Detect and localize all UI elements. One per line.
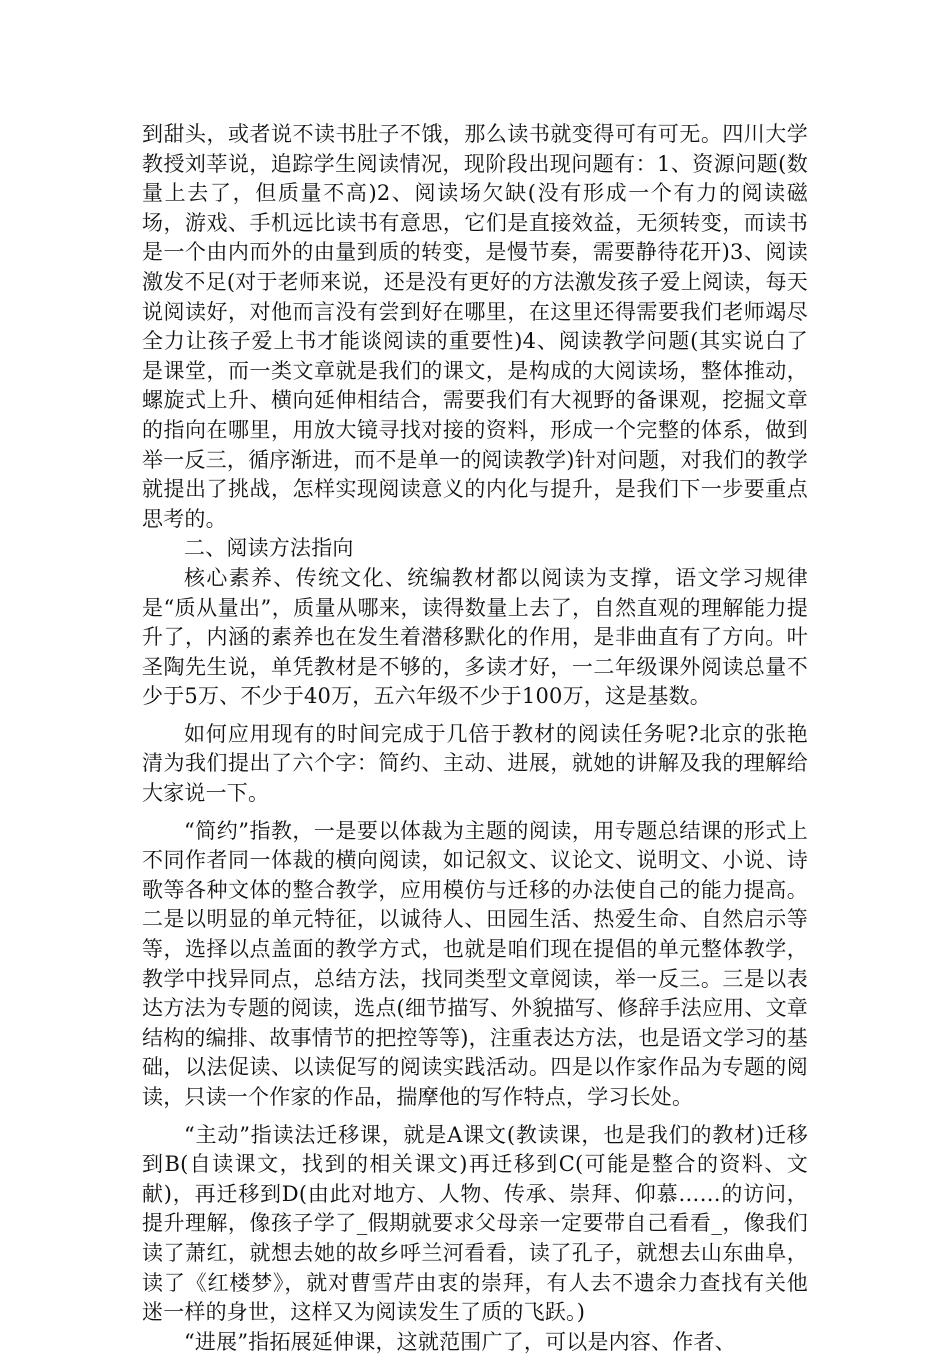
document-body bbox=[142, 120, 808, 1357]
paragraph-active-transfer: “主动”指读法迁移课，就是A课文(教读课，也是我们的教材)迁移到B(自读课文，找到的相关课文)再迁移到C(可能是整合的资料、文献)，再迁移到D(由此对地方、人物、传承、崇拜、仰慕……的访问，提升理解，像孩子学了_假期就要求父母亲一定要带自己看看_，像我们读了萧红，就想去她的故乡呼兰河看看，读了孔子，就想去山东曲阜，读了《红楼梦》，就对曹雪芹由衷的崇拜，有人去不遗余力查找有关他迷一样的身世，这样又为阅读发生了质的飞跃。) bbox=[142, 1122, 808, 1325]
paragraph-progress-extension: “进展”指拓展延伸课，这就范围广了，可以是内容、作者、 bbox=[184, 1329, 736, 1354]
paragraph-concise-teaching: “简约”指教，一是要以体裁为主题的阅读，用专题总结课的形式上不同作者同一体裁的横向阅读，如记叙文、议论文、说明文、小说、诗歌等各种文体的整合教学，应用模仿与迁移的办法使自己的能力提高。二是以明显的单元特征，以诚待人、田园生活、热爱生命、自然启示等等，选择以点盖面的教学方式，也就是咱们现在提倡的单元整体教学，教学中找异同点，总结方法，找同类型文章阅读，举一反三。三是以表达方法为专题的阅读，选点(细节描写、外貌描写、修辞手法应用、文章结构的编排、故事情节的把控等等)，注重表达方法，也是语文学习的基础，以法促读、以读促写的阅读实践活动。四是以作家作品为专题的阅读，只读一个作家的作品，揣摩他的写作特点，学习长处。 bbox=[142, 818, 808, 1109]
paragraph-reading-problems: 到甜头，或者说不读书肚子不饿，那么读书就变得可有可无。四川大学教授刘莘说，追踪学生阅读情况，现阶段出现问题有：1、资源问题(数量上去了，但质量不高)2、阅读场欠缺(没有形成一个有力的阅读磁场，游戏、手机远比读书有意思，它们是直接效益，无须转变，而读书是一个由内而外的由量到质的转变，是慢节奏，需要静待花开)3、阅读激发不足(对于老师来说，还是没有更好的方法激发孩子爱上阅读，每天说阅读好，对他而言没有尝到好在哪里，在这里还得需要我们老师竭尽全力让孩子爱上书才能谈阅读的重要性)4、阅读教学问题(其实说白了是课堂，而一类文章就是我们的课文，是构成的大阅读场，整体推动，螺旋式上升、横向延伸相结合，需要我们有大视野的备课观，挖掘文章的指向在哪里，用放大镜寻找对接的资料，形成一个完整的体系，做到举一反三，循序渐进，而不是单一的阅读教学)针对问题，对我们的教学就提出了挑战，怎样实现阅读意义的内化与提升，是我们下一步要重点思考的。 bbox=[142, 122, 808, 531]
section-heading-reading-methods: 二、阅读方法指向 bbox=[184, 536, 354, 561]
paragraph-core-literacy: 核心素养、传统文化、统编教材都以阅读为支撑，语文学习规律是“质从量出”，质量从哪来，读得数量上去了，自然直观的理解能力提升了，内涵的素养也在发生着潜移默化的作用，是非曲直有了方向。叶圣陶先生说，单凭教材是不够的，多读才好，一二年级课外阅读总量不少于5万、不少于40万，五六年级不少于100万，这是基数。 bbox=[142, 565, 808, 709]
paragraph-six-characters: 如何应用现有的时间完成于几倍于教材的阅读任务呢?北京的张艳清为我们提出了六个字：简约、主动、进展，就她的讲解及我的理解给大家说一下。 bbox=[142, 721, 808, 806]
